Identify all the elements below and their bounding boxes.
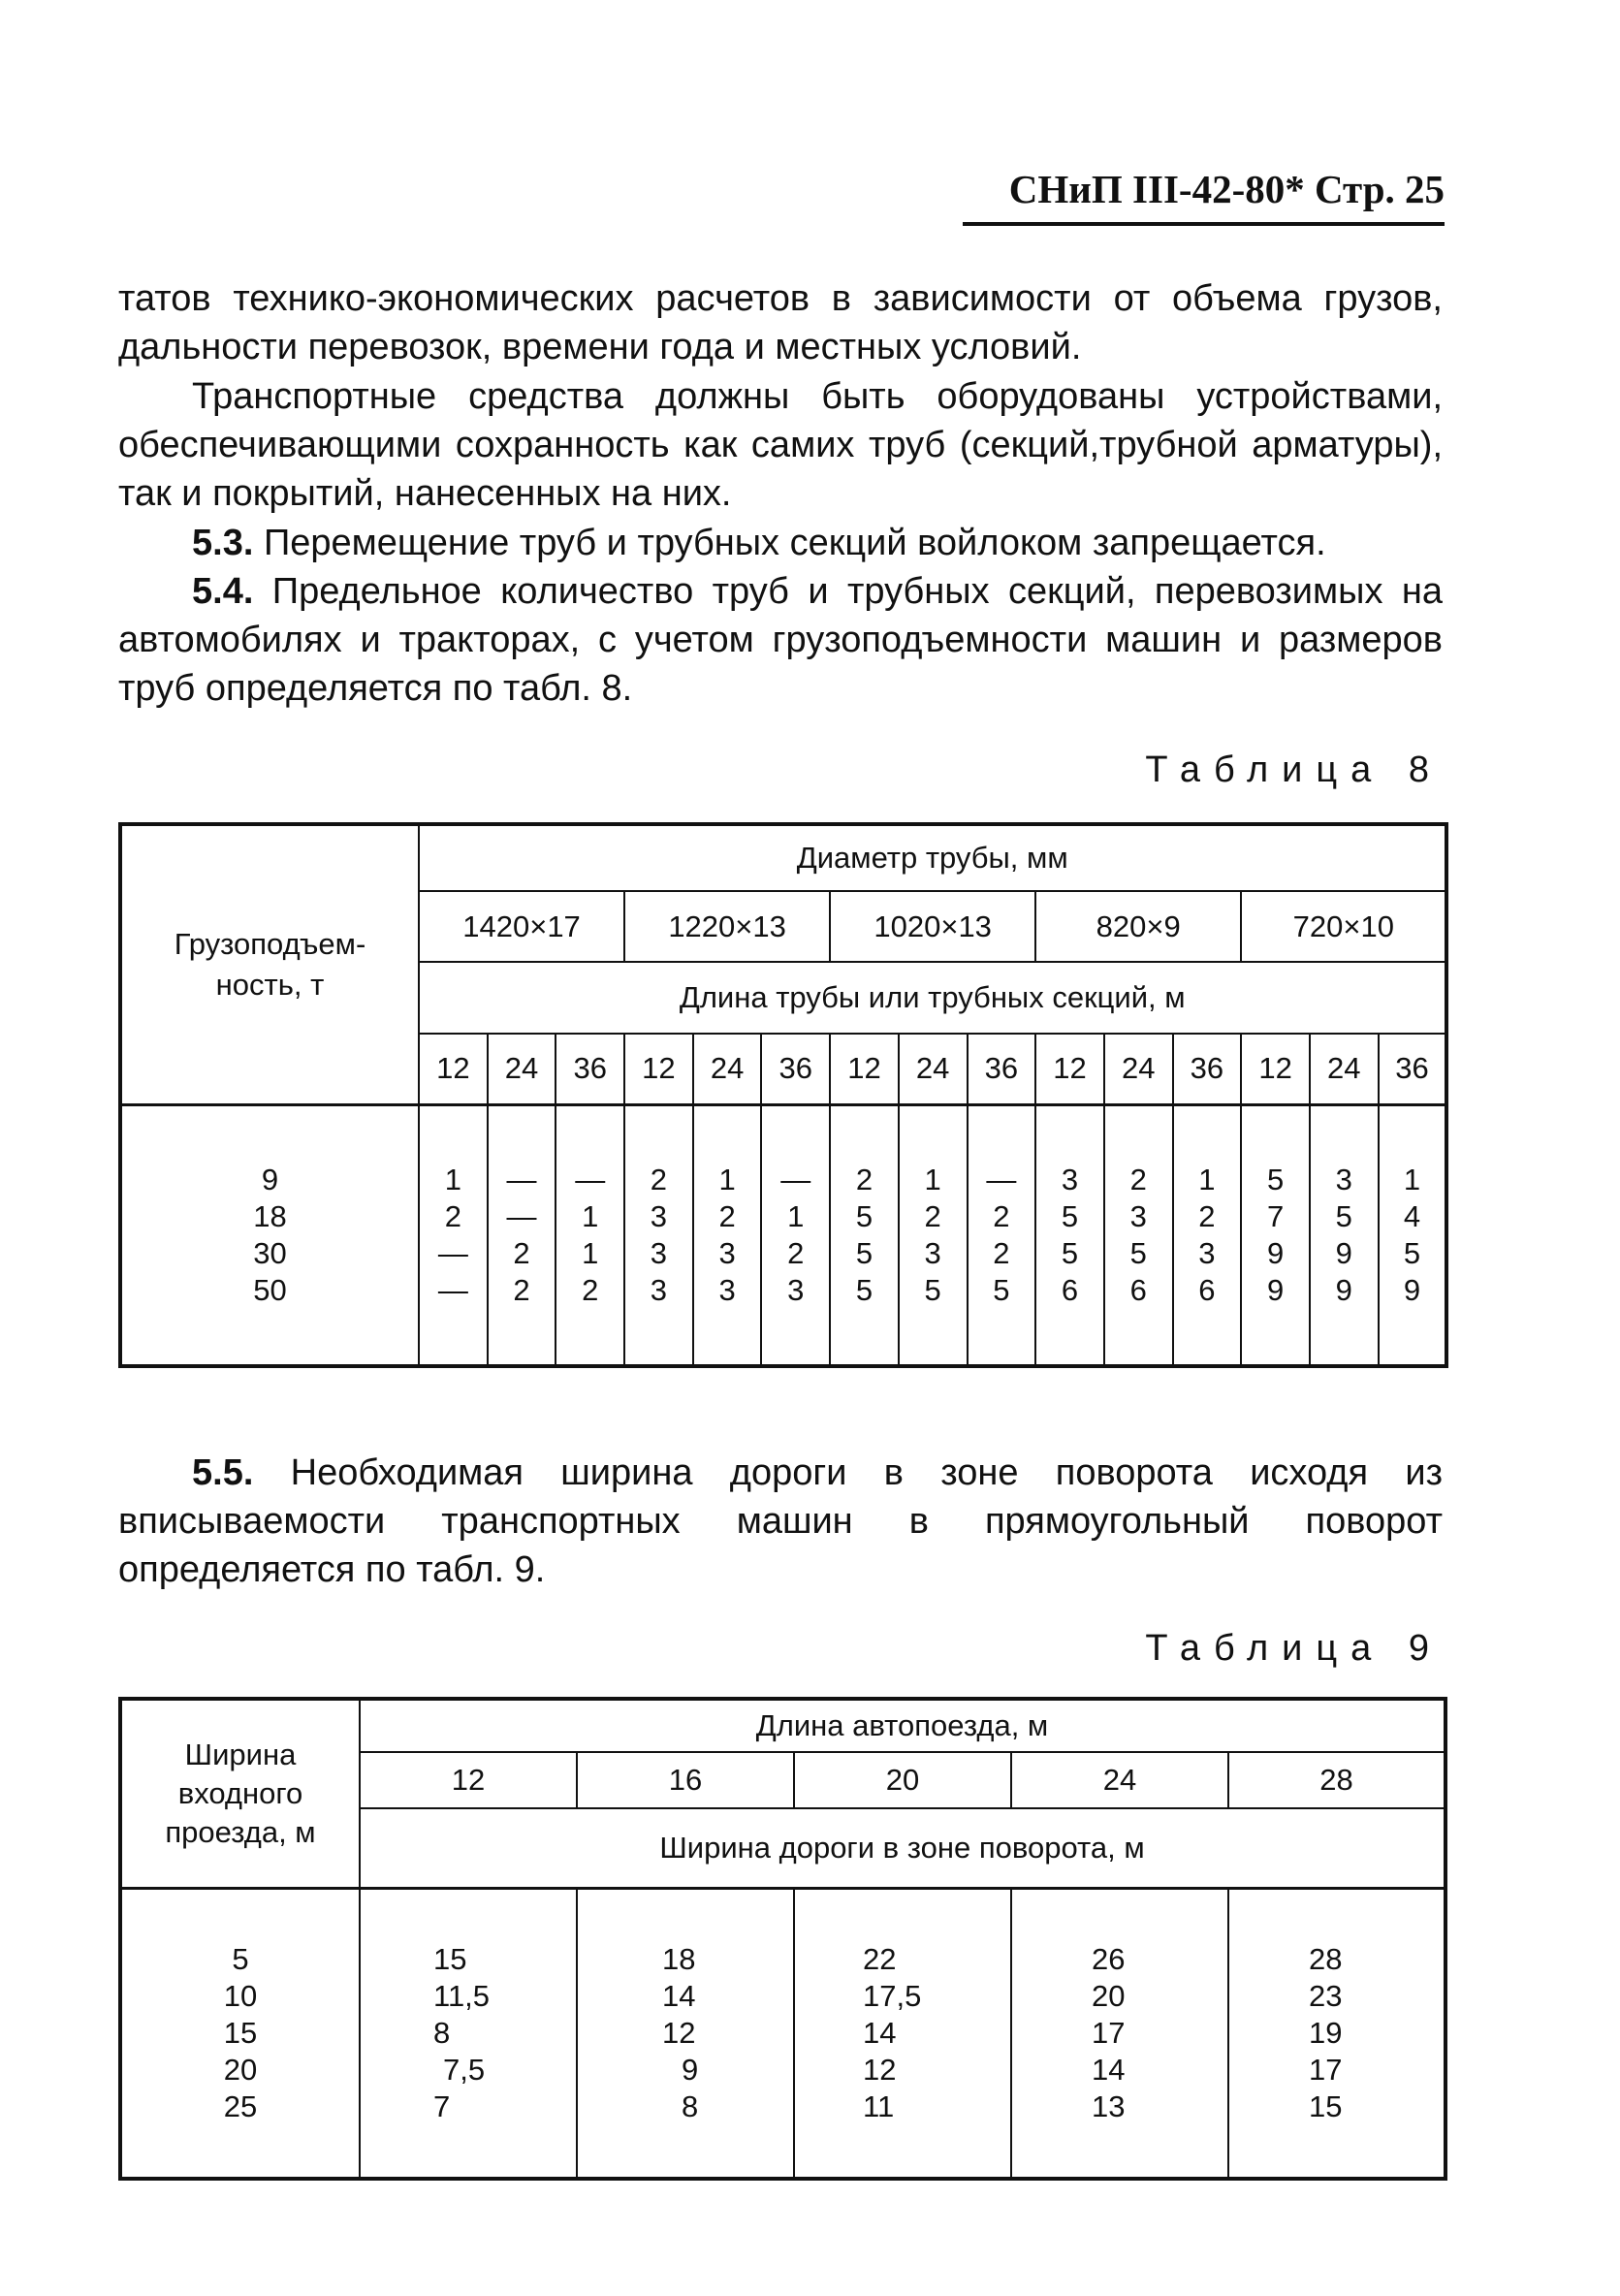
- data-column: — — 2 2: [488, 1104, 556, 1366]
- length-header: 12: [830, 1034, 899, 1104]
- length-header: 36: [556, 1034, 624, 1104]
- length-header: 12: [419, 1034, 488, 1104]
- length-header: 28: [1228, 1752, 1445, 1808]
- length-header: 24: [899, 1034, 968, 1104]
- data-column: 5 7 9 9: [1241, 1104, 1310, 1366]
- diameter-header: 720×10: [1241, 891, 1446, 962]
- paragraph-transport: Транспортные средства должны быть оборудованы устройствами, обеспечивающими сохранность как самих труб (секций,трубной арматуры), так и покрытий, нанесенных на них.: [118, 376, 1443, 514]
- length-header: 24: [488, 1034, 556, 1104]
- length-header: 24: [1310, 1034, 1379, 1104]
- paragraph-continuation: татов технико-экономических расчетов в зависимости от объема грузов, дальности перевозок, времени года и местных условий.: [118, 278, 1443, 367]
- diameter-header: 1020×13: [830, 891, 1035, 962]
- length-header: 36: [761, 1034, 830, 1104]
- length-header: 36: [1379, 1034, 1447, 1104]
- length-header: 36: [968, 1034, 1036, 1104]
- data-column: 3 5 5 6: [1035, 1104, 1104, 1366]
- data-column: 26 20 17 14 13: [1011, 1888, 1228, 2179]
- paragraph-5-5: [118, 1449, 1443, 1594]
- clause-text: Необходимая ширина дороги в зоне поворота исходя из вписываемости транспортных машин в прямоугольный поворот определяется по табл. 9.: [118, 1452, 1443, 1590]
- table-8-stub-header: Грузоподъем- ность, т: [120, 824, 419, 1104]
- table-8-group-header: Диаметр трубы, мм: [419, 824, 1446, 891]
- data-column: 1 2 3 5: [899, 1104, 968, 1366]
- table-9-caption: Таблица 9: [1145, 1628, 1443, 1669]
- clause-number: 5.5.: [192, 1452, 254, 1493]
- data-column: 2 5 5 5: [830, 1104, 899, 1366]
- table-9-group-header: Длина автопоезда, м: [360, 1699, 1445, 1752]
- capacity-column: 9 18 30 50: [120, 1104, 419, 1366]
- length-header: 12: [1241, 1034, 1310, 1104]
- paragraph-5-3: [118, 519, 1443, 567]
- diameter-header: 1420×17: [419, 891, 624, 962]
- data-column: 1 2 3 6: [1173, 1104, 1242, 1366]
- data-column: — 2 2 5: [968, 1104, 1036, 1366]
- table-9-stub-header: Ширина входного проезда, м: [120, 1699, 360, 1888]
- length-header: 24: [1104, 1034, 1173, 1104]
- length-header: 12: [360, 1752, 577, 1808]
- data-column: 28 23 19 17 15: [1228, 1888, 1445, 2179]
- diameter-header: 820×9: [1035, 891, 1241, 962]
- clause-text: Предельное количество труб и трубных секций, перевозимых на автомобилях и тракторах, с учетом грузоподъемности машин и размеров труб определяется по табл. 8.: [118, 571, 1443, 709]
- length-header: 24: [693, 1034, 762, 1104]
- table-9: [118, 1697, 1447, 2181]
- data-column: 1 2 — —: [419, 1104, 488, 1366]
- page-header: СНиП III-42-80* Стр. 25: [1008, 167, 1445, 211]
- table-8-length-header: Длина трубы или трубных секций, м: [419, 962, 1446, 1034]
- length-header: 24: [1011, 1752, 1228, 1808]
- data-column: 1 4 5 9: [1379, 1104, 1447, 1366]
- length-header: 36: [1173, 1034, 1242, 1104]
- data-column: — 1 2 3: [761, 1104, 830, 1366]
- clause-number: 5.3.: [192, 523, 254, 563]
- data-column: 18 14 12 9 8: [577, 1888, 794, 2179]
- entry-width-column: 5 10 15 20 25: [120, 1888, 360, 2179]
- data-column: — 1 1 2: [556, 1104, 624, 1366]
- data-column: 1 2 3 3: [693, 1104, 762, 1366]
- data-column: 22 17,5 14 12 11: [794, 1888, 1011, 2179]
- data-column: 15 11,5 8 7,5 7: [360, 1888, 577, 2179]
- table-8-caption: Таблица 8: [1145, 749, 1443, 790]
- data-column: 2 3 3 3: [624, 1104, 693, 1366]
- header-rule: [963, 222, 1445, 226]
- length-header: 12: [624, 1034, 693, 1104]
- data-column: 3 5 9 9: [1310, 1104, 1379, 1366]
- clause-text: Перемещение труб и трубных секций войлоком запрещается.: [253, 523, 1326, 563]
- length-header: 12: [1035, 1034, 1104, 1104]
- data-column: 2 3 5 6: [1104, 1104, 1173, 1366]
- length-header: 20: [794, 1752, 1011, 1808]
- table-9-width-header: Ширина дороги в зоне поворота, м: [360, 1808, 1445, 1888]
- paragraph-5-4: [118, 567, 1443, 713]
- length-header: 16: [577, 1752, 794, 1808]
- diameter-header: 1220×13: [624, 891, 830, 962]
- clause-number: 5.4.: [192, 571, 254, 612]
- table-8: [118, 822, 1448, 1368]
